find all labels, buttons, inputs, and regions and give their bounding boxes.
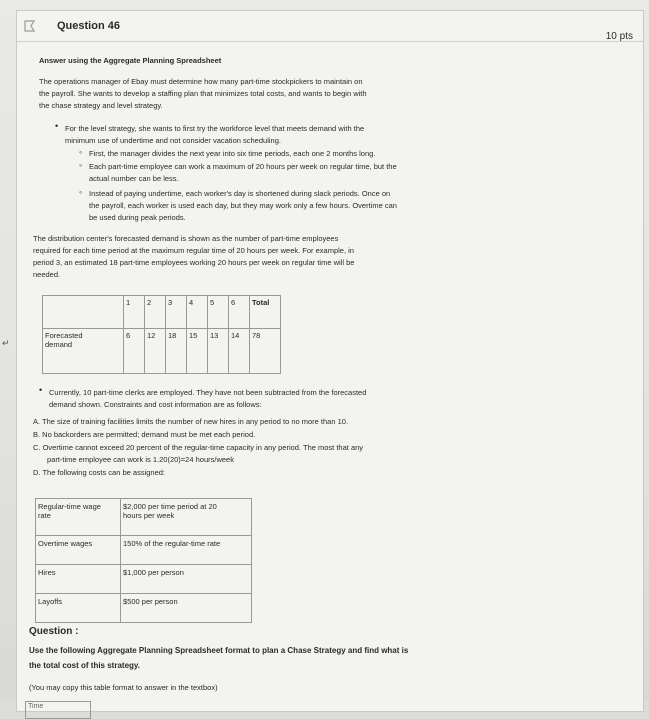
table-cell: 13 — [208, 329, 229, 374]
sub-bullet-icon: ◦ — [79, 187, 83, 197]
sub-bullet-icon: ◦ — [79, 160, 83, 170]
table-cell: $500 per person — [121, 594, 252, 623]
table-row-label — [43, 329, 124, 374]
intro-line: The operations manager of Ebay must determine how many part-time stockpickers to maintain on — [39, 77, 363, 86]
time-table-cell: Time — [25, 701, 91, 719]
question-header — [17, 11, 643, 42]
constraint-b: B. No backorders are permitted; demand must be met each period. — [33, 430, 256, 439]
demand-table — [42, 295, 281, 374]
table-row — [36, 594, 252, 623]
row-label-line: Forecasted — [45, 331, 83, 340]
sub-line: be used during peak periods. — [89, 213, 186, 222]
distribution-line: The distribution center's forecasted demand is shown as the number of part-time employees — [33, 234, 339, 243]
table-header-cell: 5 — [208, 296, 229, 329]
question-flag-icon[interactable] — [23, 19, 37, 33]
table-row — [36, 499, 252, 536]
constraint-c: part-time employee can work is 1.20(20)=24 hours/week — [47, 455, 234, 464]
table-cell: 18 — [166, 329, 187, 374]
constraints-line: Currently, 10 part-time clerks are employed. They have not been subtracted from the forecasted — [49, 388, 367, 397]
table-row-label: Overtime wages — [36, 536, 121, 565]
table-row — [36, 536, 252, 565]
table-cell: 12 — [145, 329, 166, 374]
table-cell: 15 — [187, 329, 208, 374]
distribution-line: needed. — [33, 270, 61, 279]
sub-line: actual number can be less. — [89, 174, 179, 183]
question-text-line: the total cost of this strategy. — [29, 661, 140, 670]
table-cell — [43, 296, 124, 329]
cost-table — [35, 498, 252, 623]
constraints-line: demand shown. Constraints and cost information are as follows: — [49, 400, 262, 409]
table-row-label: Layoffs — [36, 594, 121, 623]
table-header-cell: 2 — [145, 296, 166, 329]
table-cell: $1,000 per person — [121, 565, 252, 594]
table-header-cell: 6 — [229, 296, 250, 329]
table-row-label — [36, 499, 121, 536]
level-line: For the level strategy, she wants to first try the workforce level that meets demand with the — [65, 124, 365, 133]
table-header-cell: 1 — [124, 296, 145, 329]
table-cell: 14 — [229, 329, 250, 374]
question-text-line: Use the following Aggregate Planning Spreadsheet format to plan a Chase Strategy and find what is — [29, 646, 409, 655]
table-row — [43, 329, 281, 374]
sub-line: First, the manager divides the next year into six time periods, each one 2 months long. — [89, 149, 376, 158]
table-header-cell: Total — [250, 296, 281, 329]
cost-label-line: rate — [38, 511, 51, 520]
level-line: minimum use of undertime and not consider vacation scheduling. — [65, 136, 281, 145]
question-text — [29, 643, 459, 673]
cost-value-line: hours per week — [123, 511, 175, 520]
row-label-line: demand — [45, 340, 73, 349]
table-cell — [121, 499, 252, 536]
intro-heading: Answer using the Aggregate Planning Spreadsheet — [39, 56, 222, 65]
distribution-line: required for each time period at the maximum regular time of 20 hours per week. For example, in — [33, 246, 354, 255]
table-cell: 78 — [250, 329, 281, 374]
question-title: Question 46 — [57, 20, 120, 32]
intro-line: the payroll. She wants to develop a staffing plan that minimizes total costs, and wants to begin with — [39, 89, 367, 98]
table-header-cell: 4 — [187, 296, 208, 329]
question-points: 10 pts — [605, 31, 633, 42]
copy-note: (You may copy this table format to answer in the textbox) — [29, 683, 218, 692]
cost-value-line: $2,000 per time period at 20 — [123, 502, 217, 511]
table-cell: 150% of the regular-time rate — [121, 536, 252, 565]
bullet-icon: • — [39, 385, 43, 395]
cost-label-line: Regular-time wage — [38, 502, 101, 511]
table-row — [43, 296, 281, 329]
sub-line: Instead of paying undertime, each worker's day is shortened during slack periods. Once on — [89, 189, 391, 198]
question-label: Question : — [29, 626, 79, 637]
table-row — [36, 565, 252, 594]
table-row-label: Hires — [36, 565, 121, 594]
constraint-d: D. The following costs can be assigned: — [33, 468, 166, 477]
sub-bullet-icon: ◦ — [79, 147, 83, 157]
sub-line: the payroll, each worker is used each day, but they may work only a few hours. Overtime can — [89, 201, 397, 210]
constraint-a: A. The size of training facilities limits the number of new hires in any period to no more than 10. — [33, 417, 349, 426]
bullet-icon: • — [55, 121, 59, 131]
question-card — [16, 10, 644, 712]
constraint-c: C. Overtime cannot exceed 20 percent of the regular-time capacity in any period. The most that any — [33, 443, 364, 452]
collapse-arrow-icon[interactable]: ↵ — [2, 338, 10, 348]
intro-line: the chase strategy and level strategy. — [39, 101, 163, 110]
table-cell: 6 — [124, 329, 145, 374]
sub-line: Each part-time employee can work a maximum of 20 hours per week on regular time, but the — [89, 162, 397, 171]
distribution-line: period 3, an estimated 18 part-time employees working 20 hours per week on regular time will be — [33, 258, 355, 267]
table-header-cell: 3 — [166, 296, 187, 329]
